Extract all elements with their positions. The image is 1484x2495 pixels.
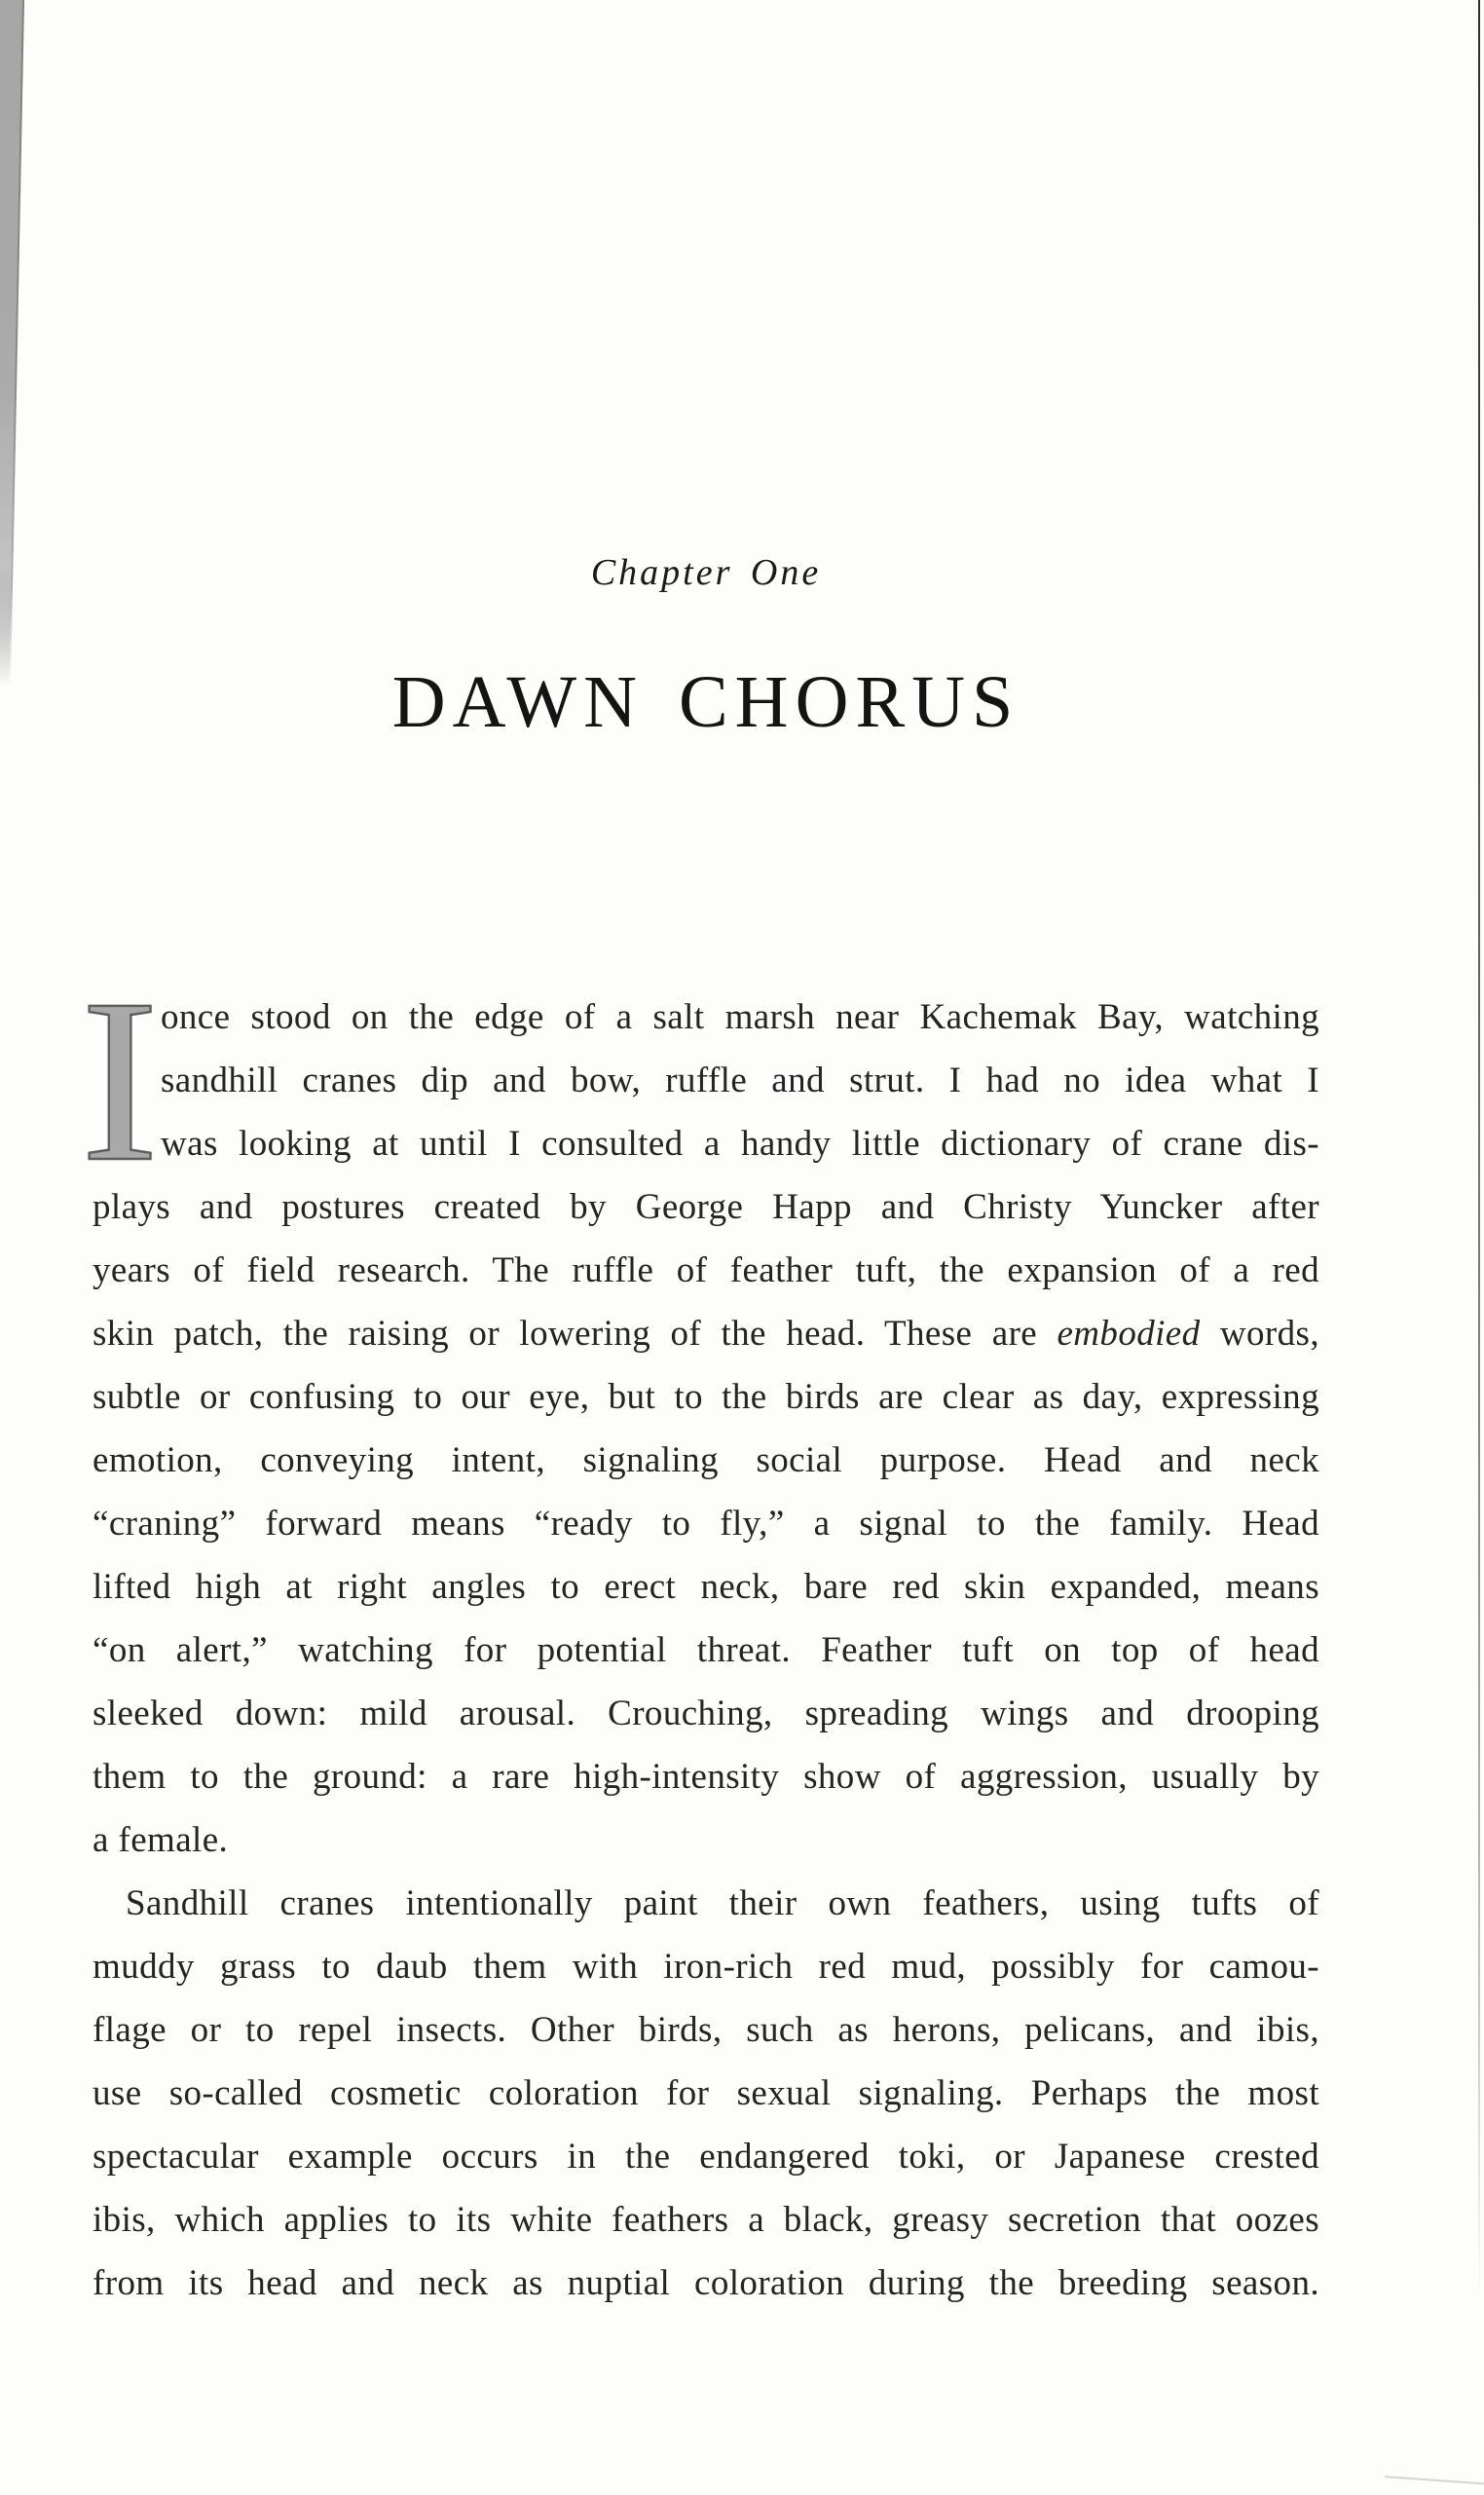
body-text bbox=[81, 950, 1319, 2315]
page-gutter-shadow bbox=[0, 0, 29, 687]
text-line: Sandhill cranes intentionally paint their own feathers, using tufts of bbox=[126, 1883, 1319, 1923]
drop-cap-letter: I bbox=[81, 950, 159, 1210]
text-line: “craning” forward means “ready to fly,” a signal to the family. Head bbox=[93, 1504, 1319, 1544]
text-line: ibis, which applies to its white feathers a black, greasy secretion that oozes bbox=[93, 2200, 1319, 2240]
text-line: spectacular example occurs in the endangered toki, or Japanese crested bbox=[93, 2137, 1319, 2177]
text-line: once stood on the edge of a salt marsh near Kachemak Bay, watching bbox=[161, 997, 1319, 1037]
text-line: flage or to repel insects. Other birds, such as herons, pelicans, and ibis, bbox=[93, 2010, 1319, 2050]
text-line: was looking at until I consulted a handy little dictionary of crane dis- bbox=[161, 1124, 1319, 1164]
text-line: lifted high at right angles to erect neck, bare red skin expanded, means bbox=[93, 1567, 1319, 1607]
text-line: skin patch, the raising or lowering of the head. These are embodied words, bbox=[93, 1314, 1319, 1354]
text-line: sandhill cranes dip and bow, ruffle and strut. I had no idea what I bbox=[161, 1061, 1319, 1100]
text-line: plays and postures created by George Happ and Christy Yuncker after bbox=[93, 1187, 1319, 1227]
text-column bbox=[81, 0, 1319, 2495]
text-line: years of field research. The ruffle of feather tuft, the expansion of a red bbox=[93, 1250, 1319, 1290]
text-line: them to the ground: a rare high-intensity show of aggression, usually by bbox=[93, 1757, 1319, 1797]
text-line: emotion, conveying intent, signaling social purpose. Head and neck bbox=[93, 1440, 1319, 1480]
text-line: subtle or confusing to our eye, but to the birds are clear as day, expressing bbox=[93, 1377, 1319, 1417]
text-line: from its head and neck as nuptial coloration during the breeding season. bbox=[93, 2263, 1319, 2303]
chapter-title: DAWN CHORUS bbox=[391, 661, 1020, 743]
paragraph-lines bbox=[93, 986, 1319, 2315]
chapter-label: Chapter One bbox=[590, 552, 822, 593]
text-line: use so-called cosmetic coloration for sexual signaling. Perhaps the most bbox=[93, 2073, 1319, 2113]
text-line: sleeked down: mild arousal. Crouching, spreading wings and drooping bbox=[93, 1694, 1319, 1733]
page-corner-mark bbox=[1385, 2476, 1484, 2485]
text-line: “on alert,” watching for potential threat. Feather tuft on top of head bbox=[93, 1630, 1319, 1670]
text-line: a female. bbox=[93, 1820, 229, 1860]
page-edge-line bbox=[1478, 0, 1480, 2298]
text-line: muddy grass to daub them with iron-rich red mud, possibly for camou- bbox=[93, 1947, 1319, 1987]
